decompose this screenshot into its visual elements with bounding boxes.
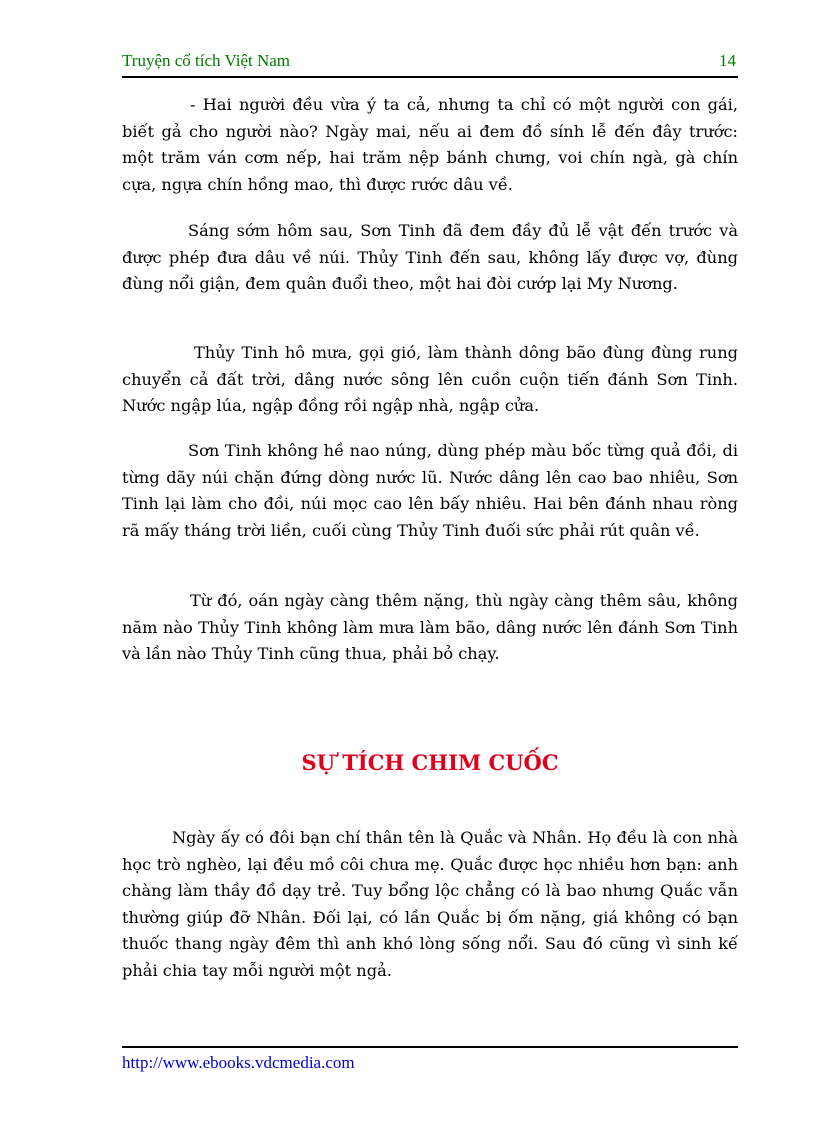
section-paragraph: Ngày ấy có đôi bạn chí thân tên là Quắc và Nhân. Họ đều là con nhà học trò nghèo, lại đều mồ côi chưa mẹ. Quắc được học nhiều hơn bạn: anh chàng làm thầy đồ dạy trẻ. Tuy bổng lộc chẳng có là bao nhưng Quắc vẫn thường giúp đỡ Nhân. Đối lại, có lần Quắc bị ốm nặng, giá không có bạn thuốc thang ngày đêm thì anh khó lòng sống nổi. Sau đó cũng vì sinh kế phải chia tay mỗi người một ngả. [122, 828, 738, 980]
paragraph-5: Từ đó, oán ngày càng thêm nặng, thù ngày càng thêm sâu, không năm nào Thủy Tinh không làm mưa làm bão, dâng nước lên đánh Sơn Tinh và lần nào Thủy Tinh cũng thua, phải bỏ chạy. [122, 591, 738, 663]
page-header [122, 50, 738, 78]
footer-divider [122, 1046, 738, 1048]
page-number: 14 [719, 51, 736, 70]
book-title: Truyện cổ tích Việt Nam [122, 51, 291, 70]
footer-link[interactable]: http://www.ebooks.vdcmedia.com [122, 1053, 355, 1072]
section-title: SỰ TÍCH CHIM CUỐC [301, 750, 559, 775]
paragraph-2: Sáng sớm hôm sau, Sơn Tinh đã đem đầy đủ lễ vật đến trước và được phép đưa dâu về núi. Thủy Tinh đến sau, không lấy được vợ, đùng đùng nổi giận, đem quân đuổi theo, một hai đòi cướp lại My Nương. [122, 221, 738, 293]
paragraph-1: - Hai người đều vừa ý ta cả, nhưng ta chỉ có một người con gái, biết gả cho người nào? Ngày mai, nếu ai đem đồ sính lễ đến đây trước: một trăm ván cơm nếp, hai trăm nệp bánh chưng, voi chín ngà, gà chín cựa, ngựa chín hồng mao, thì được rước dâu về. [122, 95, 738, 194]
paragraph-3: Thủy Tinh hô mưa, gọi gió, làm thành dông bão đùng đùng rung chuyển cả đất trời, dâng nước sông lên cuồn cuộn tiến đánh Sơn Tinh. Nước ngập lúa, ngập đồng rồi ngập nhà, ngập cửa. [122, 343, 738, 415]
paragraph-4: Sơn Tinh không hề nao núng, dùng phép màu bốc từng quả đồi, di từng dãy núi chặn đứng dòng nước lũ. Nước dâng lên cao bao nhiêu, Sơn Tinh lại làm cho đồi, núi mọc cao lên bấy nhiêu. Hai bên đánh nhau ròng rã mấy tháng trời liền, cuối cùng Thủy Tinh đuối sức phải rút quân về. [122, 441, 738, 540]
